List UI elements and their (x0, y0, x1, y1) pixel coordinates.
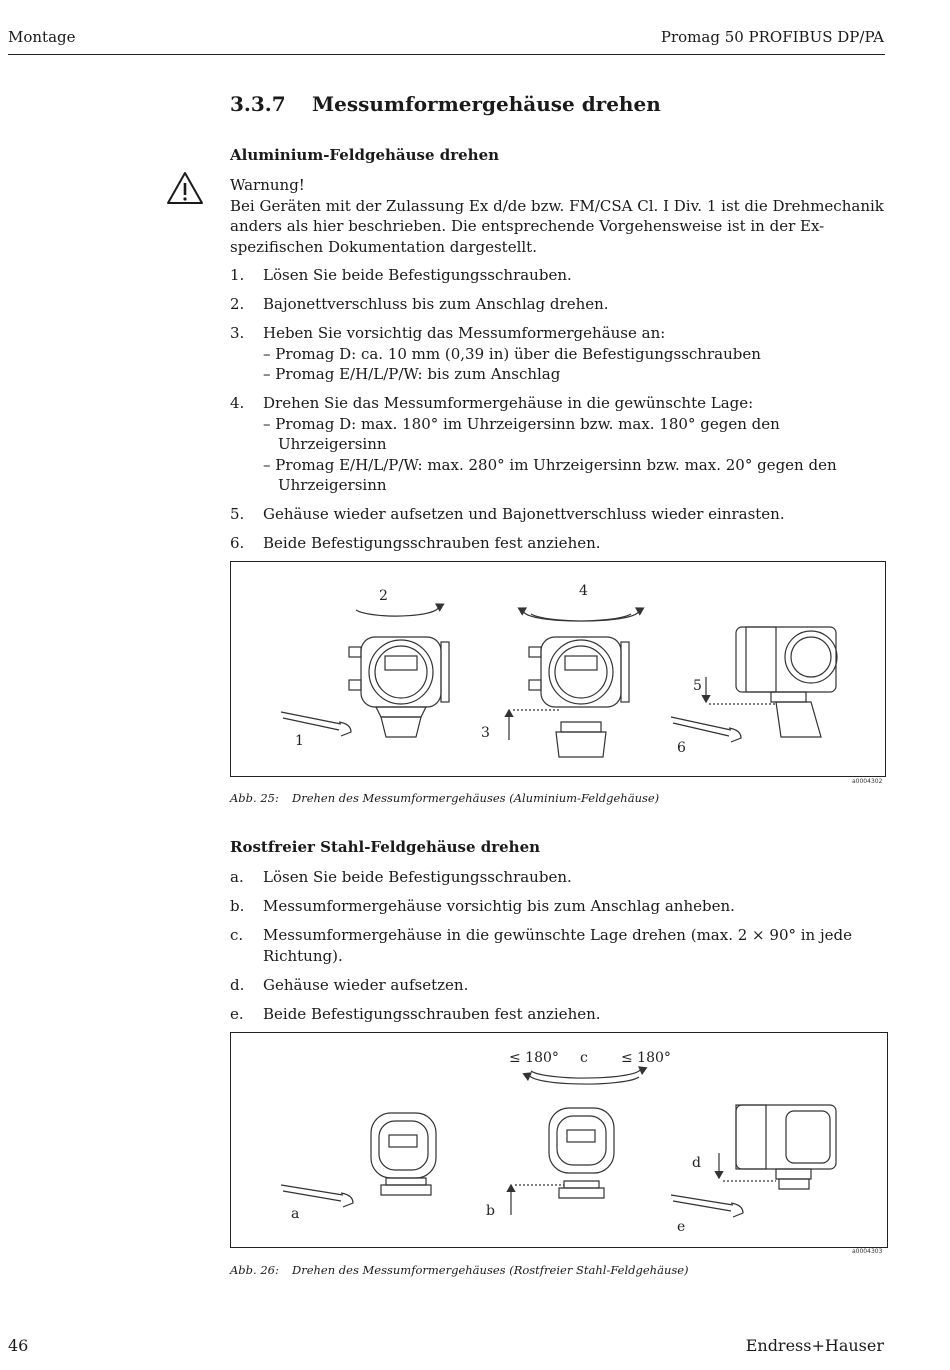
callout-4: 4 (579, 583, 588, 599)
rotate-arrow (523, 608, 631, 621)
figure-stainless (230, 1032, 888, 1248)
callout-6: 6 (677, 740, 686, 756)
stainless-heading: Rostfreier Stahl-Feldgehäuse drehen (230, 838, 541, 856)
callout-2: 2 (379, 588, 388, 604)
footer-brand: Endress+Hauser (745, 1336, 884, 1355)
figure-id: a0004303 (852, 1248, 883, 1255)
list-item: e. Beide Befestigungsschrauben fest anziehen. (230, 1004, 601, 1023)
figure-caption (230, 791, 659, 805)
list-item: 6. Beide Befestigungsschrauben fest anziehen. (230, 534, 601, 552)
caption-number: Abb. 26: (230, 1263, 279, 1277)
sub-item: – Promag E/H/L/P/W: bis zum Anschlag (263, 365, 561, 383)
list-item: 3. Heben Sie vorsichtig das Messumformergehäuse an: – Promag D: ca. 10 mm (0,39 in) über die Befestigungsschrauben – Promag E/H/L/P/W: bis zum Anschlag (230, 323, 892, 385)
sub-item: – Promag E/H/L/P/W: max. 280° im Uhrzeigersinn bzw. max. 20° gegen den Uhrzeigersinn (263, 455, 837, 494)
callout-1: 1 (295, 733, 304, 749)
list-item: 2. Bajonettverschluss bis zum Anschlag drehen. (230, 295, 609, 313)
list-item: 1. Lösen Sie beide Befestigungsschrauben. (230, 266, 572, 284)
running-header-section: Montage (8, 28, 76, 46)
list-item: c. Messumformergehäuse in die gewünschte Lage drehen (max. 2 × 90° in jede Richtung). (230, 926, 852, 965)
list-item: 4. Drehen Sie das Messumformergehäuse in die gewünschte Lage: – Promag D: max. 180° im Uhrzeigersinn bzw. max. 180° gegen den Uhrzeigersinn – Promag E/H/L/P/W: max. 280° im Uhrzeigersinn bzw. max. 20° gegen den Uhrzeigersinn (230, 393, 892, 496)
stainless-rotation-illustration (231, 1033, 887, 1247)
section-title-text: Messumformergehäuse drehen (312, 92, 661, 116)
running-header-product: Promag 50 PROFIBUS DP/PA (660, 28, 884, 46)
sub-item: – Promag D: max. 180° im Uhrzeigersinn bzw. max. 180° gegen den Uhrzeigersinn (263, 414, 780, 453)
aluminium-steps (230, 265, 892, 562)
warning-text: Bei Geräten mit der Zulassung Ex d/de bzw. FM/CSA Cl. I Div. 1 ist die Drehmechanik anders als hier beschrieben. Die entsprechende Vorgehensweise ist in der Ex-spezifischen Dokumentation dargestellt. (230, 196, 884, 256)
angle-right-label: ≤ 180° (621, 1050, 671, 1066)
aluminium-rotation-illustration (231, 562, 885, 776)
callout-e: e (677, 1219, 686, 1235)
warning-triangle-icon (166, 171, 204, 205)
callout-3: 3 (481, 725, 490, 741)
callout-b: b (486, 1203, 495, 1219)
figure-id: a0004302 (852, 778, 883, 785)
sub-item: – Promag D: ca. 10 mm (0,39 in) über die Befestigungsschrauben (263, 344, 761, 363)
angle-left-label: ≤ 180° (509, 1050, 559, 1066)
callout-a: a (291, 1206, 300, 1222)
warning-title: Warnung! (230, 176, 305, 194)
list-item: b. Messumformergehäuse vorsichtig bis zum Anschlag anheben. (230, 897, 735, 915)
aluminium-heading: Aluminium-Feldgehäuse drehen (230, 146, 500, 164)
caption-number: Abb. 25: (230, 791, 279, 805)
rotate-arrow (356, 604, 438, 616)
figure-aluminium (230, 561, 886, 777)
page-number: 46 (8, 1336, 29, 1355)
list-item: 5. Gehäuse wieder aufsetzen und Bajonettverschluss wieder einrasten. (230, 505, 785, 523)
header-divider (8, 54, 885, 55)
figure-caption (230, 1263, 689, 1277)
caption-text: Drehen des Messumformergehäuses (Aluminium-Feldgehäuse) (292, 791, 660, 805)
stainless-steps (230, 867, 910, 1033)
rotate-arrow (531, 1067, 640, 1078)
list-item: a. Lösen Sie beide Befestigungsschrauben. (230, 868, 572, 886)
callout-d: d (692, 1155, 701, 1171)
section-number: 3.3.7 (230, 92, 286, 116)
caption-text: Drehen des Messumformergehäuses (Rostfreier Stahl-Feldgehäuse) (292, 1263, 689, 1277)
list-item: d. Gehäuse wieder aufsetzen. (230, 975, 469, 994)
warning-block (230, 175, 890, 257)
callout-c: c (580, 1050, 588, 1066)
callout-5: 5 (693, 678, 702, 694)
section-title (230, 92, 661, 116)
